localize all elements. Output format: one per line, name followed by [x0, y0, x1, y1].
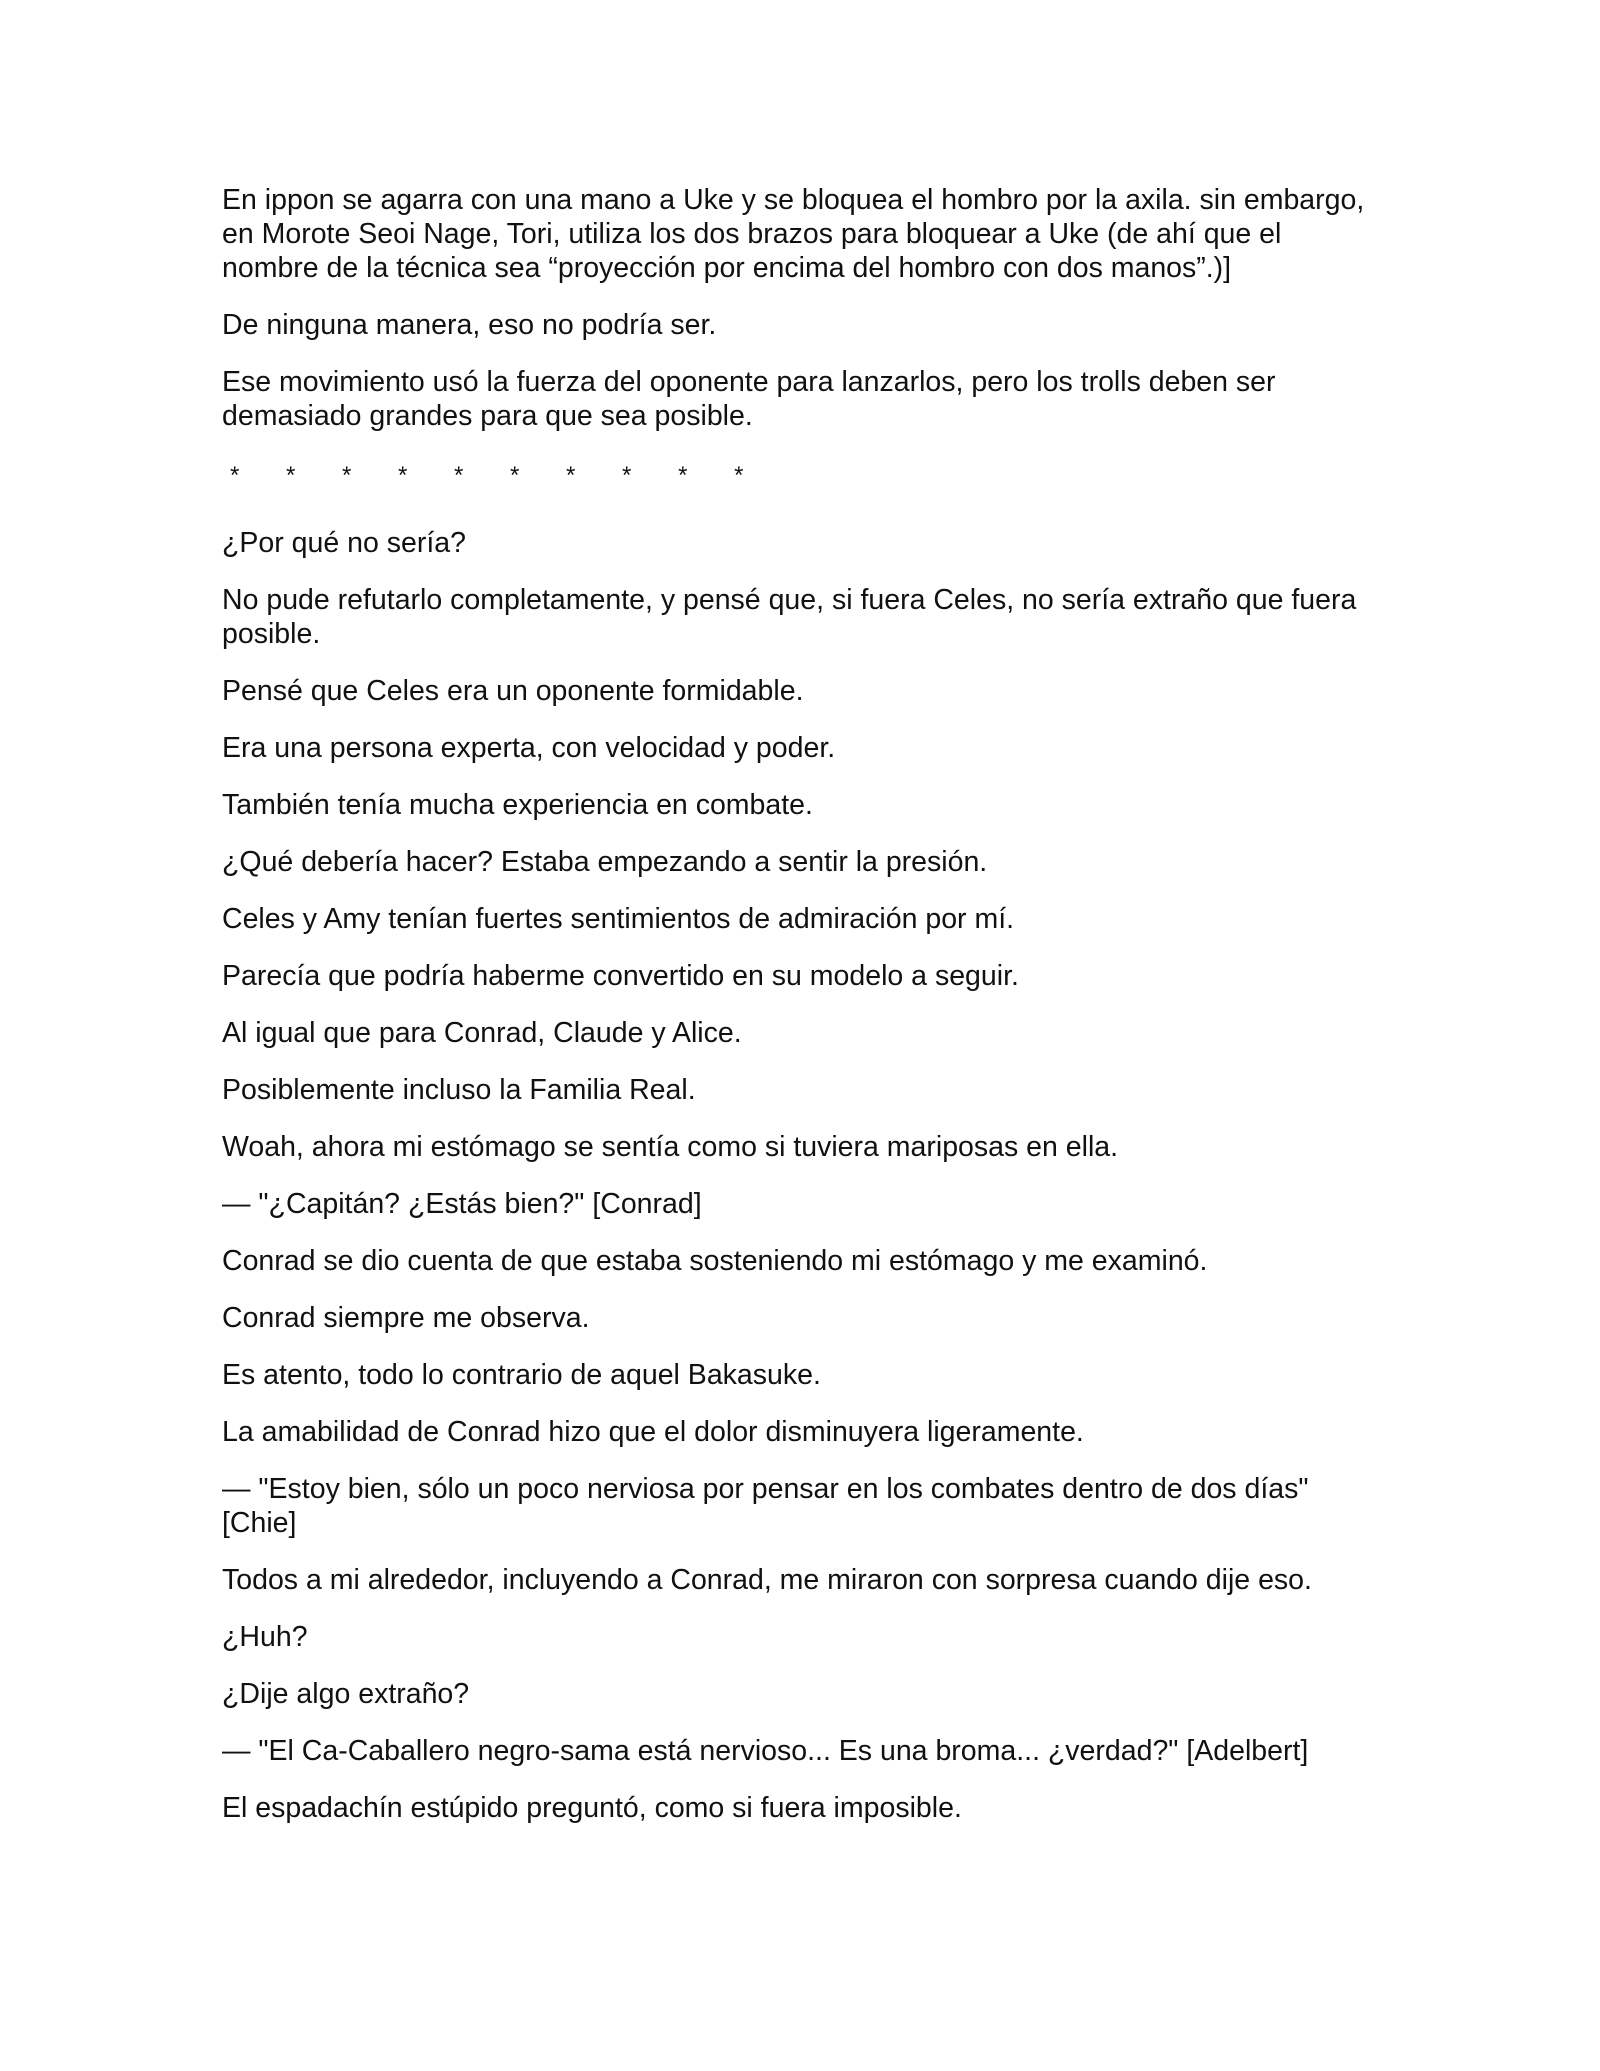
paragraph-16: Conrad se dio cuenta de que estaba sosteniendo mi estómago y me examinó. — [222, 1245, 1208, 1277]
paragraph-14: Woah, ahora mi estómago se sentía como si tuviera mariposas en ella. — [222, 1131, 1119, 1163]
paragraph-7: Era una persona experta, con velocidad y poder. — [222, 732, 836, 764]
paragraph-23: ¿Dije algo extraño? — [222, 1678, 470, 1710]
paragraph-21: Todos a mi alrededor, incluyendo a Conrad, me miraron con sorpresa cuando dije eso. — [222, 1564, 1312, 1596]
dialogue-adelbert: — "El Ca-Caballero negro-sama está nervioso... Es una broma... ¿verdad?" [Adelbert] — [222, 1735, 1309, 1767]
paragraph-22: ¿Huh? — [222, 1621, 308, 1653]
paragraph-1: En ippon se agarra con una mano a Uke y se bloquea el hombro por la axila. sin embargo, en Morote Seoi Nage, Tori, utiliza los dos brazos para bloquear a Uke (de ahí que el nombre de la técnica sea “proyección por encima del hombro con dos manos”.)] — [222, 184, 1365, 284]
scene-separator: * * * * * * * * * * — [230, 462, 764, 489]
paragraph-10: Celes y Amy tenían fuertes sentimientos de admiración por mí. — [222, 903, 1015, 935]
paragraph-11: Parecía que podría haberme convertido en su modelo a seguir. — [222, 960, 1019, 992]
paragraph-12: Al igual que para Conrad, Claude y Alice. — [222, 1017, 742, 1049]
document-body — [222, 183, 1382, 1848]
dialogue-conrad: — "¿Capitán? ¿Estás bien?" [Conrad] — [222, 1188, 702, 1220]
paragraph-19: La amabilidad de Conrad hizo que el dolor disminuyera ligeramente. — [222, 1416, 1084, 1448]
paragraph-4: ¿Por qué no sería? — [222, 527, 466, 559]
paragraph-3: Ese movimiento usó la fuerza del oponente para lanzarlos, pero los trolls deben ser demasiado grandes para que sea posible. — [222, 366, 1276, 432]
paragraph-18: Es atento, todo lo contrario de aquel Bakasuke. — [222, 1359, 821, 1391]
paragraph-9: ¿Qué debería hacer? Estaba empezando a sentir la presión. — [222, 846, 988, 878]
paragraph-5: No pude refutarlo completamente, y pensé que, si fuera Celes, no sería extraño que fuera posible. — [222, 584, 1357, 650]
dialogue-chie: — "Estoy bien, sólo un poco nerviosa por pensar en los combates dentro de dos días" [Chie] — [222, 1473, 1309, 1539]
paragraph-13: Posiblemente incluso la Familia Real. — [222, 1074, 696, 1106]
paragraph-8: También tenía mucha experiencia en combate. — [222, 789, 813, 821]
paragraph-2: De ninguna manera, eso no podría ser. — [222, 309, 717, 341]
paragraph-25: El espadachín estúpido preguntó, como si fuera imposible. — [222, 1792, 962, 1824]
paragraph-17: Conrad siempre me observa. — [222, 1302, 590, 1334]
paragraph-6: Pensé que Celes era un oponente formidable. — [222, 675, 804, 707]
